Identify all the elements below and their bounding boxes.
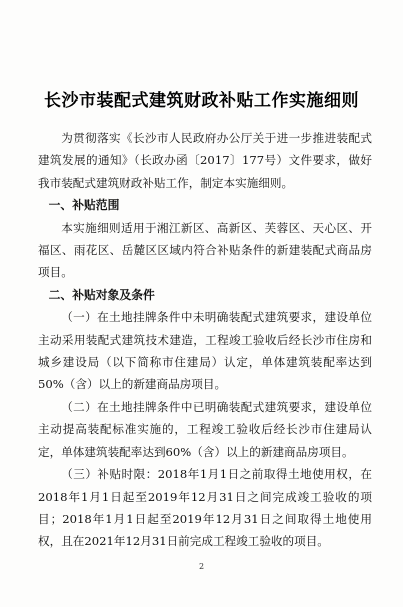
intro-paragraph: 为贯彻落实《长沙市人民政府办公厅关于进一步推进装配式建筑发展的通知》（长政办函〔2017〕177号）文件要求，做好我市装配式建筑财政补贴工作，制定本实施细则。 bbox=[38, 131, 372, 190]
section-heading-scope: 一、补贴范围 bbox=[48, 198, 120, 213]
page-number: 2 bbox=[198, 562, 205, 571]
scope-paragraph: 本实施细则适用于湘江新区、高新区、芙蓉区、天心区、开福区、雨花区、岳麓区区域内符合补贴条件的新建装配式商品房项目。 bbox=[38, 220, 372, 280]
document-title: 长沙市装配式建筑财政补贴工作实施细则 bbox=[44, 91, 359, 111]
condition-paragraph-2: （二）在土地挂牌条件中已明确装配式建筑要求，建设单位主动提高装配标准实施的，工程竣工验收后经长沙市住建局认定，单体建筑装配率达到60%（含）以上的新建商品房项目。 bbox=[38, 399, 372, 459]
document-body bbox=[38, 127, 372, 553]
condition-paragraph-3: （三）补贴时限：2018年1月1日之前取得土地使用权，在2018年1月1日起至2019年12月31日之间完成竣工验收的项目；2018年1月1日起至2019年12月31日之间取得土地使用权，且在2021年12月31日前完成工程竣工验收的项目。 bbox=[38, 467, 372, 549]
section-heading-conditions: 二、补贴对象及条件 bbox=[48, 287, 155, 302]
condition-paragraph-1: （一）在土地挂牌条件中未明确装配式建筑要求，建设单位主动采用装配式建筑技术建造，工程竣工验收后经长沙市住房和城乡建设局（以下简称市住建局）认定，单体建筑装配率达到50%（含）以上的新建商品房项目。 bbox=[38, 310, 372, 392]
